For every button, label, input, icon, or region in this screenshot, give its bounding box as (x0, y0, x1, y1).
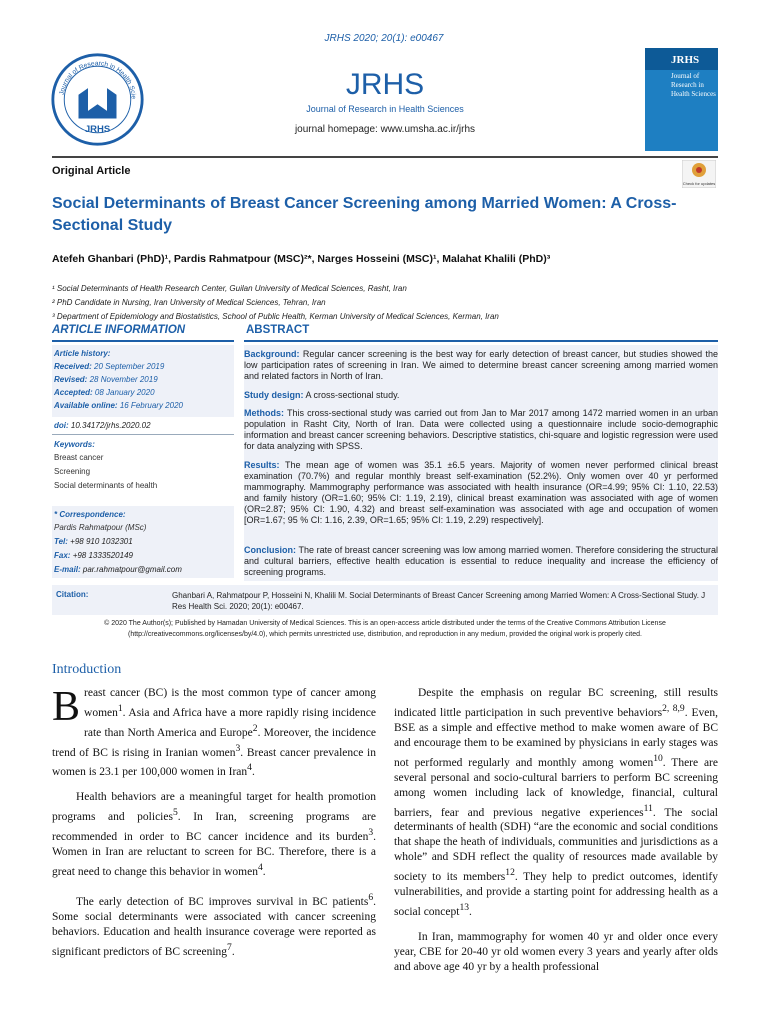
drop-cap: B (52, 684, 81, 730)
correspondence-label: * Correspondence: (54, 510, 126, 519)
received-date: Received: 20 September 2019 (54, 362, 165, 371)
journal-homepage: journal homepage: www.umsha.ac.ir/jrhs (294, 124, 476, 135)
revised-date: Revised: 28 November 2019 (54, 375, 158, 384)
citation-label: Citation: (56, 590, 89, 599)
abstract-results: Results: The mean age of women was 35.1 ±6.5 years. Majority of women never performed clinical breast examination (70.7%) and regular monthly breast self-examination (52.2%). Only women over 40 yr performed mammography. Mammography performance was associated with health insurance (OR=4.99; 95% CI: 1.10, 22.53) and family history (OR=1.60; 95% CI: 1.19, 2.19), clinical breast examination was associated with age of women (OR=2.87; 95% CI: 1.90, 4.32) and breast self-examination was associated with age and occupation of women [OR=1.67; 95 % CI: 1.16, 2.39, OR=1.65; 95% CI: 1.19, 2.29) respectively]. (244, 460, 718, 525)
journal-title: JRHS (345, 68, 425, 101)
keywords-label: Keywords: (54, 440, 95, 449)
affiliation-3: ³ Department of Epidemiology and Biostatistics, School of Public Health, Kerman University of Medical Sciences, Kerman, Iran (52, 312, 499, 321)
keyword: Social determinants of health (54, 481, 158, 490)
keyword: Breast cancer (54, 453, 104, 462)
intro-paragraph-3: The early detection of BC improves survival in BC patients$^6$. Some social determinants were associated with cancer screening behaviors. Education and health insurance coverage were reported as significant predictors of BC screening$^7$. (52, 891, 376, 958)
svg-text:Check for updates: Check for updates (682, 181, 716, 186)
article-title: Social Determinants of Breast Cancer Screening among Married Women: A Cross-Sectional Study (52, 195, 677, 234)
intro-column-left (52, 686, 376, 959)
intro-column-right (394, 686, 718, 975)
abstract-box (244, 345, 718, 581)
svg-text:Journal of Research in Health: Journal of Research in Health Scie (58, 60, 137, 100)
journal-logo (50, 52, 145, 147)
corresponding-author: Pardis Rahmatpour (MSc) (54, 523, 147, 532)
accepted-date: Accepted: 08 January 2020 (54, 388, 155, 397)
journal-full-name: Journal of Research in Health Sciences (306, 104, 464, 114)
email[interactable]: E-mail: par.rahmatpour@gmail.com (54, 565, 182, 574)
abstract-background: Background: Regular cancer screening is the best way for early detection of breast cancer, but studies showed the low participation rates of screening in Iran. We aimed to determine breast cancer screening among married women and related factors in North of Iran. (244, 349, 718, 381)
license-notice: © 2020 The Author(s); Published by Hamadan University of Medical Sciences. This is an open-access article distributed under the terms of the Creative Commons Attribution License (http://creativecommons.org/licenses/by/4.0), which permits unrestricted use, distribution, and reproduction in any medium, provided the original work is properly cited. (104, 620, 666, 638)
affiliation-1: ¹ Social Determinants of Health Research Center, Guilan University of Medical Sciences, Rasht, Iran (52, 284, 407, 293)
article-type: Original Article (52, 165, 131, 177)
online-date: Available online: 16 February 2020 (54, 401, 183, 410)
svg-text:JRHS: JRHS (84, 123, 111, 135)
intro-paragraph-4: Despite the emphasis on regular BC screening, still results indicated little participation in such preventive behaviors$^{2, 8,9}$. Even, BSE as a simple and effective method to make women aware of BC and encourage them to be examined by physicians in early stages was not performed regularly and monthly among women$^{10}$. There are several personal and socio-cultural barriers to perform BC screening among women including lack of knowledge, financial, cultural barriers, fear and previous negative experiences$^{11}$. The social determinants of health (SDH) “are the economic and social conditions that shape the heath of individuals, communities and jurisdictions as a whole” and SDH reflect the quality of resources made available by society to its members$^{12}$. They help to predict outcomes, identify vulnerabilities, and provide a starting point for addressing health as a social concept$^{13}$. (394, 687, 719, 919)
cover-title: JRHS (671, 54, 700, 66)
keyword: Screening (54, 467, 91, 476)
citation-text: Ghanbari A, Rahmatpour P, Hosseini N, Khalili M. Social Determinants of Breast Cancer Screening among Married Women: A Cross-Sectional Study. J Res Health Sci. 2020; 20(1): e00467. (172, 591, 706, 611)
article-info-heading: ARTICLE INFORMATION (52, 324, 186, 336)
fax: Fax: +98 1333520149 (54, 551, 133, 560)
abstract-conclusion: Conclusion: The rate of breast cancer screening was low among married women. Therefore considering the structural and cultural barriers, effective health education is essential to reduce inequality and increase the efficiency of screening programs. (244, 545, 718, 577)
check-for-updates-icon[interactable] (682, 160, 716, 188)
header-divider (52, 156, 718, 158)
abstract-rule (244, 340, 718, 342)
intro-paragraph-5: In Iran, mammography for women 40 yr and older once every year, CBE for 20-40 yr old women every 3 years and yearly after olds and above age 40 yr by a health professional (394, 931, 718, 974)
telephone: Tel: +98 910 1032301 (54, 537, 133, 546)
abstract-heading: ABSTRACT (246, 324, 310, 336)
doi[interactable]: doi: 10.34172/jrhs.2020.02 (54, 421, 151, 430)
abstract-methods: Methods: This cross-sectional study was carried out from Jan to Mar 2017 among 1472 married women in an urban population in Rasht City, North of Iran. Data were collected using a questionnaire include socio-demographic information and breast cancer screening behaviors. Descriptive statistics, chi-square and logistic regression were used for data analyzing with SPSS. (244, 408, 719, 451)
affiliation-2: ² PhD Candidate in Nursing, Iran University of Medical Sciences, Tehran, Iran (52, 298, 326, 307)
author-list: Atefeh Ghanbari (PhD)¹, Pardis Rahmatpour (MSC)²*, Narges Hosseini (MSC)¹, Malahat Khalili (PhD)³ (52, 253, 551, 265)
journal-cover (645, 48, 718, 151)
article-info-rule (52, 340, 234, 342)
intro-paragraph-2: Health behaviors are a meaningful target for health promotion programs and policies$^5$. In Iran, screening programs are recommended in order to BC cancer incidence and its burden$^3$. Women in Iran are reluctant to screen for BC. Therefore, there is a great need to change this behavior in women$^4$. (52, 791, 376, 878)
cover-subtitle: Journal of Research in Health Sciences (671, 72, 716, 98)
history-label: Article history: (54, 349, 111, 358)
intro-paragraph-1: Breast cancer (BC) is the most common type of cancer among women$^1$. Asia and Africa have a more rapidly rising incidence rate than North America and Europe$^2$. Moreover, the incidence trend of BC is rising in Iranian women$^3$. Breast cancer prevalence in women is 23.1 per 100,000 women in Iran$^4$. (52, 684, 376, 779)
introduction-heading: Introduction (52, 662, 122, 677)
citation-box (52, 585, 718, 615)
abstract-study-design: Study design: A cross-sectional study. (244, 390, 400, 400)
journal-citation-header: JRHS 2020; 20(1): e00467 (324, 33, 444, 44)
